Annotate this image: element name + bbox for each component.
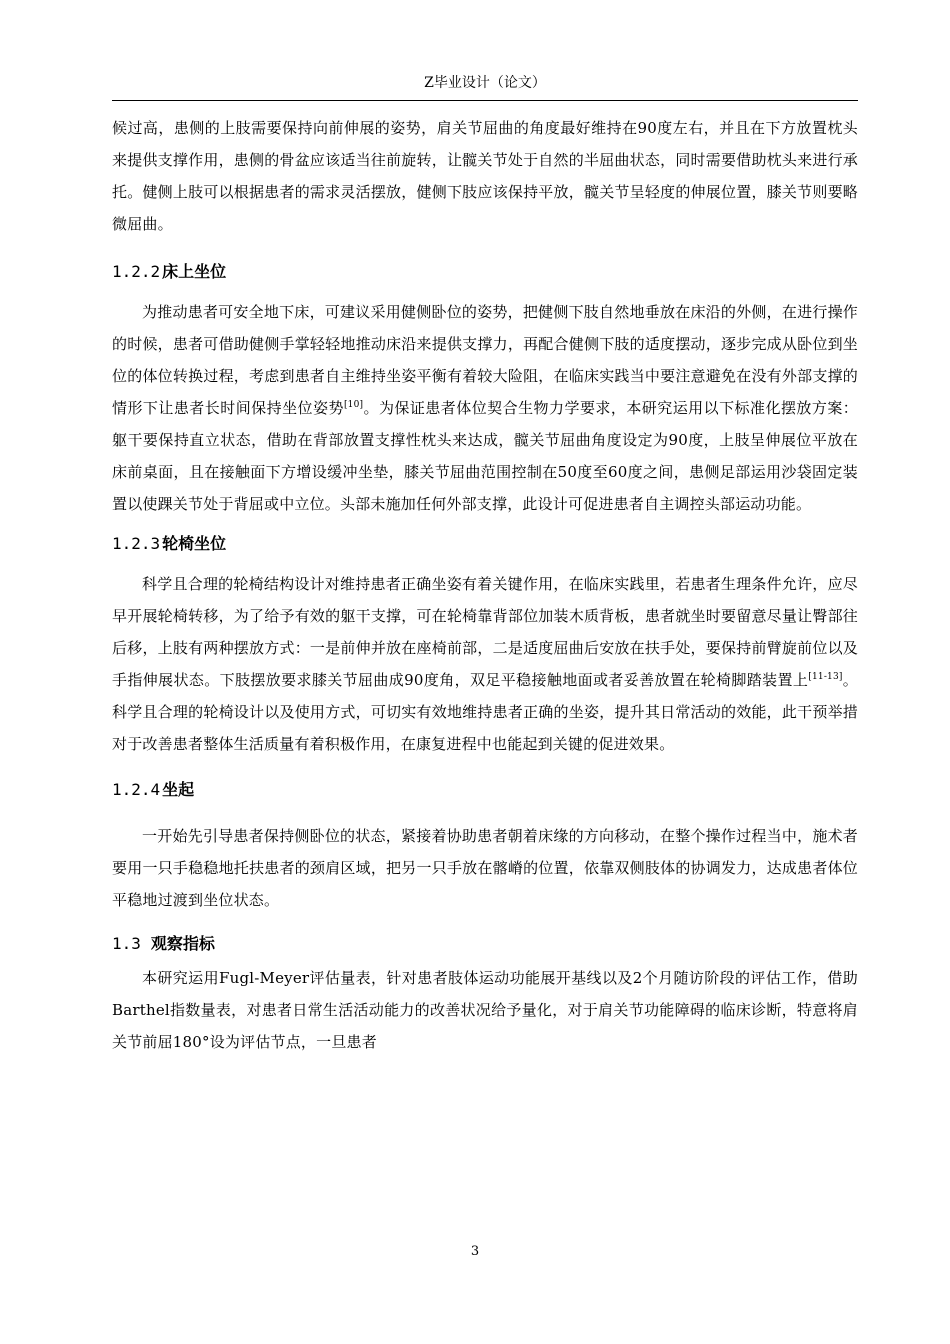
citation: [10] <box>343 400 364 410</box>
paragraph-wheelchair-sitting: 科学且合理的轮椅结构设计对维持患者正确坐姿有着关键作用，在临床实践里，若患者生理条件允许，应尽早开展轮椅转移，为了给予有效的躯干支撑，可在轮椅靠背部位加装木质背板，患者就坐时要留意尽量让臀部往后移，上肢有两种摆放方式：一是前伸并放在座椅前部，二是适度屈曲后安放在扶手处，要保持前臂旋前位以及手指伸展状态。下肢摆放要求膝关节屈曲成90度角，双足平稳接触地面或者妥善放置在轮椅脚踏装置上[11-13]。科学且合理的轮椅设计以及使用方式，可切实有效地维持患者正确的坐姿，提升其日常活动的效能，此干预举措对于改善患者整体生活质量有着积极作用，在康复进程中也能起到关键的促进效果。 <box>112 575 859 753</box>
section-title: 坐起 <box>162 780 195 799</box>
citation: [11-13] <box>808 672 843 682</box>
section-number: 1.2.2 <box>112 262 161 281</box>
section-title: 轮椅坐位 <box>162 534 227 553</box>
paragraph-observation-indicators: 本研究运用Fugl-Meyer评估量表，针对患者肢体运动功能展开基线以及2个月随访阶段的评估工作，借助Barthel指数量表，对患者日常生活活动能力的改善状况给予量化，对于肩关节功能障碍的临床诊断，特意将肩关节前屈180°设为评估节点，一旦患者 <box>112 969 858 1051</box>
section-heading-1-2-4 <box>112 774 858 806</box>
section-heading-1-2-3 <box>112 528 858 560</box>
section-title: 床上坐位 <box>162 262 227 281</box>
paragraph-sit-up: 一开始先引导患者保持侧卧位的状态，紧接着协助患者朝着床缘的方向移动，在整个操作过程当中，施术者要用一只手稳稳地托扶患者的颈肩区域，把另一只手放在髂嵴的位置，依靠双侧肢体的协调发力，达成患者体位平稳地过渡到坐位状态。 <box>112 827 858 909</box>
section-number: 1.3 <box>112 934 141 953</box>
section-heading-1-3 <box>112 928 858 960</box>
section-number: 1.2.3 <box>112 534 161 553</box>
paragraph-bed-sitting: 为推动患者可安全地下床，可建议采用健侧卧位的姿势，把健侧下肢自然地垂放在床沿的外侧，在进行操作的时候，患者可借助健侧手掌轻轻地推动床沿来提供支撑力，再配合健侧下肢的适度摆动，逐步完成从卧位到坐位的体位转换过程，考虑到患者自主维持坐姿平衡有着较大险阻，在临床实践当中要注意避免在没有外部支撑的情形下让患者长时间保持坐位姿势[10]。为保证患者体位契合生物力学要求，本研究运用以下标准化摆放方案：躯干要保持直立状态，借助在背部放置支撑性枕头来达成，髋关节屈曲角度设定为90度，上肢呈伸展位平放在床前桌面，且在接触面下方增设缓冲坐垫，膝关节屈曲范围控制在50度至60度之间，患侧足部运用沙袋固定装置以使踝关节处于背屈或中立位。头部未施加任何外部支撑，此设计可促进患者自主调控头部运动功能。 <box>112 303 858 513</box>
section-number: 1.2.4 <box>112 780 161 799</box>
page-number: 3 <box>470 1244 480 1259</box>
header-title: Z毕业设计（论文） <box>424 75 546 91</box>
page-body <box>112 112 858 1058</box>
section-heading-1-2-2 <box>112 256 858 288</box>
section-title: 观察指标 <box>150 934 215 953</box>
paragraph-continued: 候过高，患侧的上肢需要保持向前伸展的姿势，肩关节屈曲的角度最好维持在90度左右，并且在下方放置枕头来提供支撑作用，患侧的骨盆应该适当往前旋转，让髋关节处于自然的半屈曲状态，同时需要借助枕头来进行承托。健侧上肢可以根据患者的需求灵活摆放，健侧下肢应该保持平放，髋关节呈轻度的伸展位置，膝关节则要略微屈曲。 <box>112 119 858 233</box>
page-header <box>112 66 858 101</box>
